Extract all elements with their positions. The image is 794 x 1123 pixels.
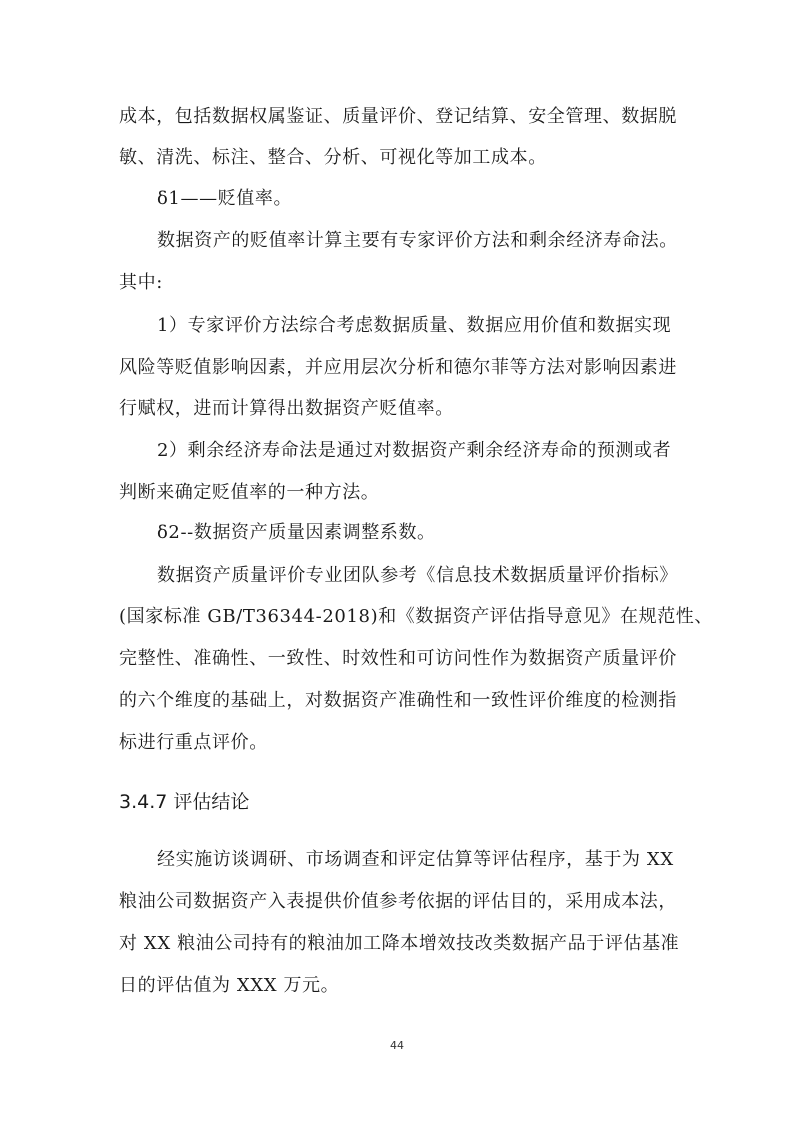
- body-line: 数据资产的贬值率计算主要有专家评价方法和剩余经济寿命法。: [157, 230, 678, 251]
- body-line: 判断来确定贬值率的一种方法。: [119, 482, 380, 503]
- body-line: 的六个维度的基础上，对数据资产准确性和一致性评价维度的检测指: [119, 690, 677, 711]
- conclusion-line: 对 XX 粮油公司持有的粮油加工降本增效技改类数据产品于评估基准: [119, 933, 680, 954]
- body-line: (国家标准 GB/T36344-2018)和《数据资产评估指导意见》在规范性、: [119, 606, 713, 627]
- section-heading: 3.4.7 评估结论: [119, 791, 250, 813]
- formula-term-line: δ2--数据资产质量因素调整系数。: [157, 522, 436, 543]
- conclusion-line: 经实施访谈调研、市场调查和评定估算等评估程序，基于为 XX: [157, 849, 674, 870]
- list-item-line: 2）剩余经济寿命法是通过对数据资产剩余经济寿命的预测或者: [157, 440, 672, 461]
- list-item-line: 1）专家评价方法综合考虑数据质量、数据应用价值和数据实现: [157, 315, 672, 336]
- formula-term-line: δ1——贬值率。: [157, 188, 293, 209]
- conclusion-line: 粮油公司数据资产入表提供价值参考依据的评估目的，采用成本法，: [119, 891, 677, 912]
- body-line: 敏、清洗、标注、整合、分析、可视化等加工成本。: [119, 147, 547, 168]
- conclusion-line: 日的评估值为 XXX 万元。: [119, 975, 340, 996]
- body-line: 其中:: [119, 272, 163, 293]
- body-line: 风险等贬值影响因素，并应用层次分析和德尔菲等方法对影响因素进: [119, 357, 677, 378]
- body-line: 数据资产质量评价专业团队参考《信息技术数据质量评价指标》: [157, 565, 678, 586]
- body-line: 标进行重点评价。: [119, 732, 268, 753]
- body-line: 成本，包括数据权属鉴证、质量评价、登记结算、安全管理、数据脱: [119, 106, 677, 127]
- body-line: 行赋权，进而计算得出数据资产贬值率。: [119, 398, 454, 419]
- page-number: 44: [390, 1039, 404, 1052]
- body-line: 完整性、准确性、一致性、时效性和可访问性作为数据资产质量评价: [119, 648, 677, 669]
